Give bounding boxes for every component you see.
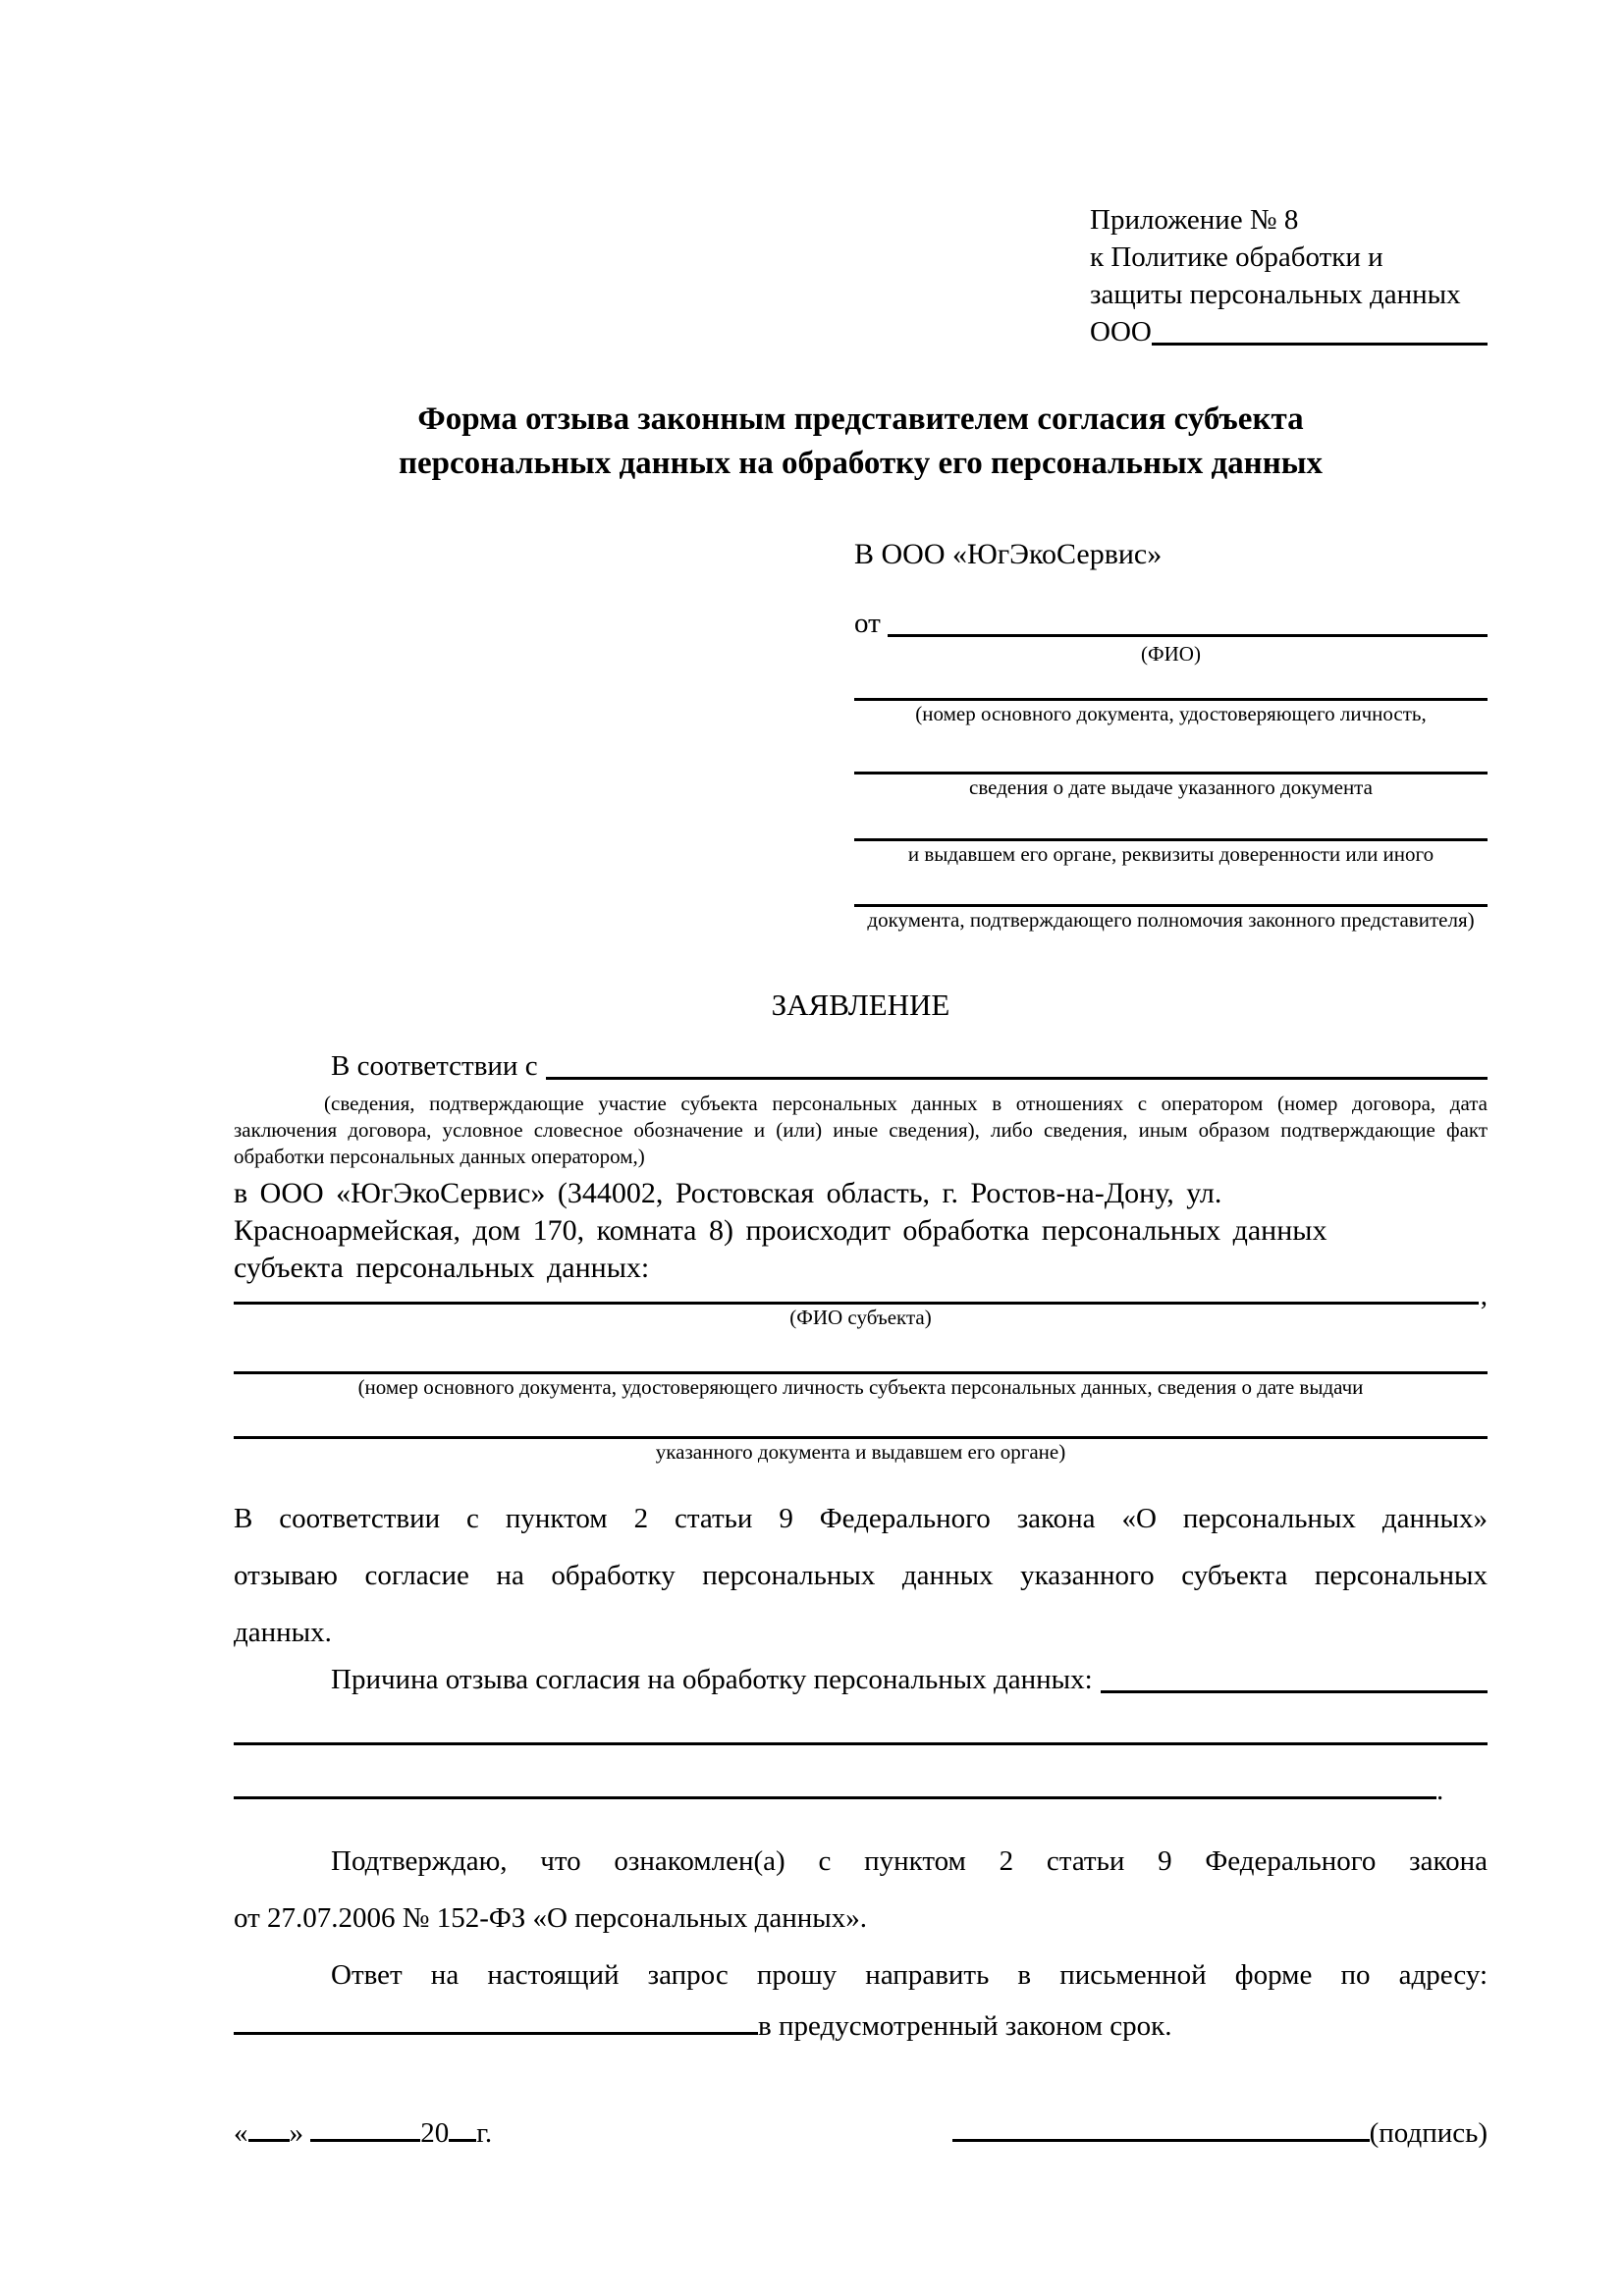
form-title-line-2: персональных данных на обработку его персональных данных bbox=[399, 446, 1323, 481]
reason-period: . bbox=[1436, 1775, 1444, 1806]
form-title-line-1: Форма отзыва законным представителем согласия субъекта bbox=[417, 401, 1304, 437]
subject-doc-caption-1: (номер основного документа, удостоверяющего личность субъекта персональных данных, сведения о дате выдачи bbox=[357, 1375, 1364, 1399]
id-doc-caption-1: (номер основного документа, удостоверяющего личность, bbox=[915, 702, 1427, 725]
withdrawal-line-2: отзываю согласие на обработку персональных данных указанного субъекта персональных bbox=[234, 1560, 1488, 1591]
date-year-prefix: 20 bbox=[420, 2117, 450, 2149]
accordance-note-line-2: заключения договора, условное словесное обозначение и (или) иные сведения), либо сведения, иным образом подтверждающие факт bbox=[234, 1118, 1488, 1142]
subject-fio-blank-line bbox=[234, 1284, 1479, 1305]
accordance-row bbox=[234, 1049, 1488, 1083]
operator-paragraph bbox=[234, 1175, 1488, 1287]
accordance-note-line-3: обработки персональных данных оператором,) bbox=[234, 1145, 645, 1168]
id-doc-caption-3: и выдавшем его органе, реквизиты доверенности или иного bbox=[907, 842, 1435, 866]
appendix-line-1: Приложение № 8 bbox=[1090, 204, 1299, 236]
date-line bbox=[234, 2110, 492, 2155]
signature-blank-line bbox=[952, 2110, 1370, 2142]
date-quote-open: « bbox=[234, 2117, 248, 2149]
operator-line-3: субъекта персональных данных: bbox=[234, 1252, 650, 1284]
subject-doc-caption-2: указанного документа и выдавшем его органе) bbox=[655, 1440, 1066, 1464]
date-year-blank bbox=[449, 2110, 476, 2142]
signature-caption: (подпись) bbox=[1369, 2117, 1488, 2149]
form-title bbox=[234, 398, 1488, 486]
fio-caption: (ФИО) bbox=[1141, 642, 1201, 666]
subject-fio-comma: , bbox=[1480, 1280, 1488, 1311]
date-signature-row bbox=[234, 2110, 1488, 2155]
withdrawal-paragraph bbox=[234, 1490, 1488, 1661]
statement-heading: ЗАЯВЛЕНИЕ bbox=[771, 988, 950, 1022]
document-content bbox=[234, 0, 1488, 2155]
date-day-blank bbox=[248, 2110, 290, 2142]
reply-address-blank-line bbox=[234, 2003, 758, 2035]
from-blank-line bbox=[888, 634, 1488, 637]
signature-line bbox=[952, 2110, 1488, 2155]
ooo-row bbox=[1090, 313, 1488, 350]
id-doc-caption-2: сведения о дате выдаче указанного документа bbox=[969, 775, 1373, 799]
appendix-line-2: к Политике обработки и bbox=[1090, 241, 1383, 273]
accordance-note-line-1: (сведения, подтверждающие участие субъекта персональных данных в отношениях с оператором (номер договора, дата bbox=[324, 1092, 1488, 1115]
from-row bbox=[854, 606, 1488, 641]
reply-tail: в предусмотренный законом срок. bbox=[758, 2010, 1172, 2042]
reason-extra-blank-line-2 bbox=[234, 1779, 1436, 1799]
confirmation-line-1: Подтверждаю, что ознакомлен(а) с пунктом 2 статьи 9 Федерального закона bbox=[331, 1845, 1488, 1877]
accordance-blank-line bbox=[546, 1077, 1488, 1080]
subject-fio-row bbox=[234, 1280, 1488, 1311]
reason-extra-row-2 bbox=[234, 1775, 1488, 1806]
reply-paragraph: Ответ на настоящий запрос прошу направить в письменной форме по адресу: bbox=[331, 1959, 1488, 1991]
withdrawal-line-1: В соответствии с пунктом 2 статьи 9 Федерального закона «О персональных данных» bbox=[234, 1503, 1488, 1534]
ooo-blank-line bbox=[1152, 343, 1488, 346]
date-month-blank bbox=[310, 2110, 420, 2142]
ooo-label: ООО bbox=[1090, 316, 1152, 347]
withdrawal-line-3: данных. bbox=[234, 1617, 332, 1648]
addressee-org: В ООО «ЮгЭкоСервис» bbox=[854, 538, 1163, 570]
operator-line-2: Красноармейская, дом 170, комната 8) происходит обработка персональных данных bbox=[234, 1214, 1327, 1247]
id-doc-caption-4: документа, подтверждающего полномочия законного представителя) bbox=[867, 908, 1475, 932]
confirmation-line-2: от 27.07.2006 № 152-ФЗ «О персональных данных». bbox=[234, 1902, 868, 1934]
accordance-note bbox=[234, 1091, 1488, 1170]
addressee-block bbox=[854, 537, 1488, 933]
accordance-label: В соответствии с bbox=[331, 1050, 538, 1082]
reason-extra-blank-line-1 bbox=[234, 1742, 1488, 1745]
operator-line-1: в ООО «ЮгЭкоСервис» (344002, Ростовская область, г. Ростов-на-Дону, ул. bbox=[234, 1177, 1222, 1209]
from-label: от bbox=[854, 608, 881, 639]
reason-row bbox=[234, 1663, 1488, 1696]
reason-label: Причина отзыва согласия на обработку персональных данных: bbox=[331, 1664, 1093, 1695]
date-quote-close: » bbox=[289, 2117, 303, 2149]
reason-blank-line bbox=[1101, 1690, 1488, 1693]
subject-fio-caption: (ФИО субъекта) bbox=[789, 1306, 932, 1329]
appendix-header bbox=[1090, 201, 1488, 350]
reply-address-row bbox=[234, 2003, 1488, 2048]
appendix-line-3: защиты персональных данных bbox=[1090, 279, 1461, 310]
date-year-suffix: г. bbox=[476, 2117, 493, 2149]
